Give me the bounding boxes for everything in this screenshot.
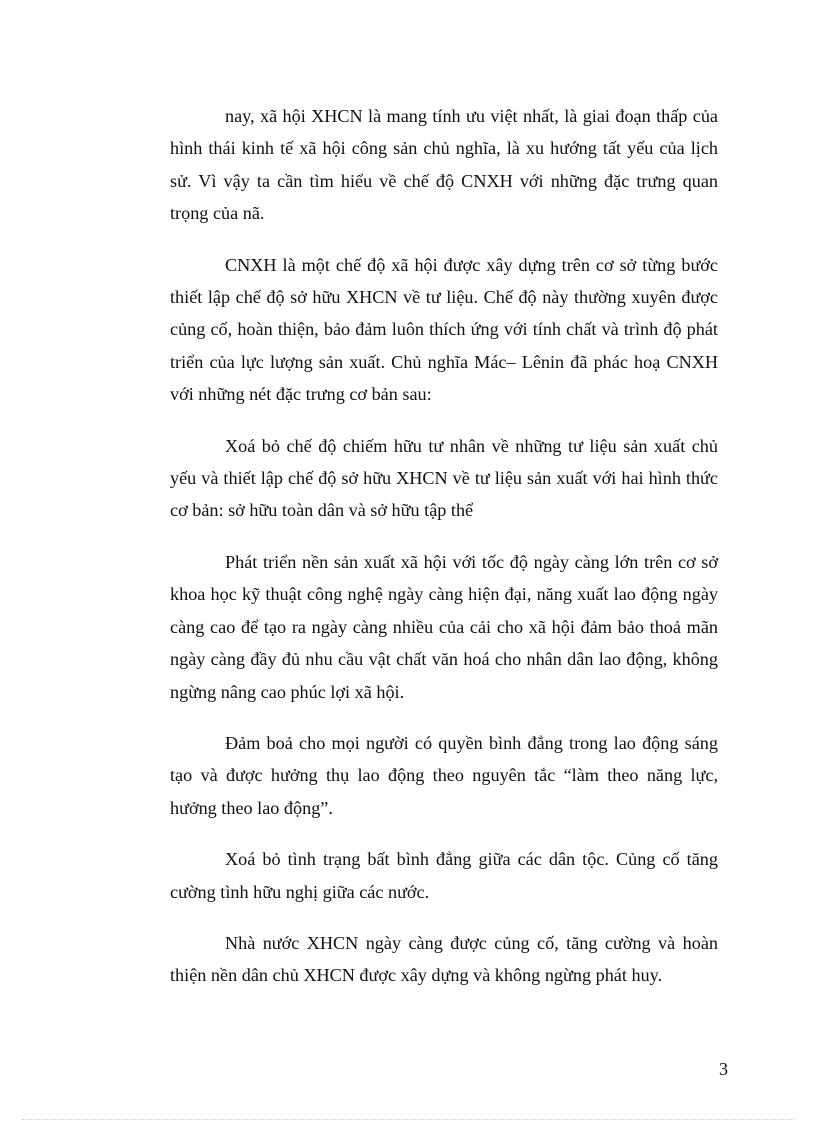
paragraph: Phát triển nền sản xuất xã hội với tốc độ ngày càng lớn trên cơ sở khoa học kỹ thuật công nghệ ngày càng hiện đại, năng xuất lao động ngày càng cao để tạo ra ngày càng nhiều của cải cho xã hội đảm bảo thoả mãn ngày càng đầy đủ nhu cầu vật chất văn hoá cho nhân dân lao động, không ngừng nâng cao phúc lợi xã hội. [170, 551, 718, 702]
paragraph: CNXH là một chế độ xã hội được xây dựng trên cơ sở từng bước thiết lập chế độ sở hữu XHCN về tư liệu. Chế độ này thường xuyên được củng cố, hoàn thiện, bảo đảm luôn thích ứng với tính chất và trình độ phát triển của lực lượng sản xuất. Chủ nghĩa Mác– Lênin đã phác hoạ CNXH với những nét đặc trưng cơ bản sau: [170, 254, 718, 405]
paragraph: nay, xã hội XHCN là mang tính ưu việt nhất, là giai đoạn thấp của hình thái kinh tế xã hội công sản chủ nghĩa, là xu hướng tất yếu của lịch sử. Vì vậy ta cần tìm hiểu về chế độ CNXH với những đặc trưng quan trọng của nã. [170, 106, 718, 224]
paragraph: Xoá bỏ chế độ chiếm hữu tư nhân về những tư liệu sản xuất chủ yếu và thiết lập chế độ sở hữu XHCN về tư liệu sản xuất với hai hình thức cơ bản: sở hữu toàn dân và sở hữu tập thể [170, 435, 718, 521]
page-bottom-divider [22, 1119, 794, 1120]
paragraph: Xoá bỏ tình trạng bất bình đẳng giữa các dân tộc. Củng cố tăng cường tình hữu nghị giữa các nước. [170, 849, 718, 902]
paragraph: Đảm boả cho mọi người có quyền bình đẳng trong lao động sáng tạo và được hưởng thụ lao động theo nguyên tắc “làm theo năng lực, hưởng theo lao động”. [170, 732, 718, 818]
page-number: 3 [719, 1059, 728, 1079]
body-text [170, 100, 718, 1011]
paragraph: Nhà nước XHCN ngày càng được củng cố, tăng cường và hoàn thiện nền dân chủ XHCN được xây dựng và không ngừng phát huy. [170, 932, 718, 986]
